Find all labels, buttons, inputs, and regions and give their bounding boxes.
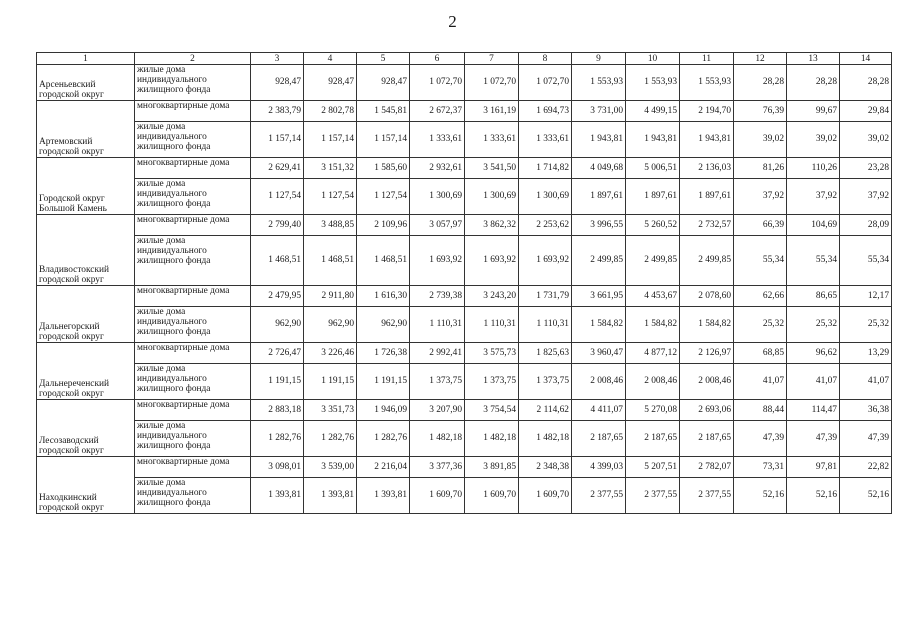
value-cell: 3 661,95 <box>572 286 626 307</box>
value-cell: 114,47 <box>787 400 840 421</box>
value-cell: 1 609,70 <box>465 478 519 514</box>
value-cell: 1 553,93 <box>572 65 626 101</box>
district-name: Владивостокский городской округ <box>37 215 135 286</box>
value-cell: 1 553,93 <box>626 65 680 101</box>
district-name: Дальнереченский городской округ <box>37 343 135 400</box>
value-cell: 81,26 <box>734 158 787 179</box>
housing-type: многоквартирные дома <box>135 158 251 179</box>
value-cell: 1 110,31 <box>465 307 519 343</box>
value-cell: 928,47 <box>304 65 357 101</box>
value-cell: 3 377,36 <box>410 457 465 478</box>
housing-type: многоквартирные дома <box>135 215 251 236</box>
housing-type: многоквартирные дома <box>135 400 251 421</box>
value-cell: 1 300,69 <box>519 179 572 215</box>
table-row <box>37 457 892 478</box>
value-cell: 52,16 <box>734 478 787 514</box>
column-header: 7 <box>465 53 519 65</box>
value-cell: 2 348,38 <box>519 457 572 478</box>
value-cell: 2 883,18 <box>251 400 304 421</box>
value-cell: 2 187,65 <box>572 421 626 457</box>
value-cell: 2 499,85 <box>680 236 734 286</box>
value-cell: 73,31 <box>734 457 787 478</box>
column-header: 5 <box>357 53 410 65</box>
value-cell: 3 207,90 <box>410 400 465 421</box>
value-cell: 110,26 <box>787 158 840 179</box>
value-cell: 1 072,70 <box>519 65 572 101</box>
value-cell: 2 377,55 <box>572 478 626 514</box>
value-cell: 1 897,61 <box>680 179 734 215</box>
value-cell: 37,92 <box>734 179 787 215</box>
value-cell: 1 897,61 <box>572 179 626 215</box>
value-cell: 1 373,75 <box>465 364 519 400</box>
value-cell: 1 693,92 <box>519 236 572 286</box>
value-cell: 5 207,51 <box>626 457 680 478</box>
value-cell: 4 499,15 <box>626 101 680 122</box>
value-cell: 2 109,96 <box>357 215 410 236</box>
table-header <box>37 53 892 65</box>
value-cell: 1 943,81 <box>572 122 626 158</box>
value-cell: 2 136,03 <box>680 158 734 179</box>
housing-type: жилые дома индивидуального жилищного фонда <box>135 179 251 215</box>
value-cell: 5 270,08 <box>626 400 680 421</box>
value-cell: 1 943,81 <box>680 122 734 158</box>
value-cell: 2 187,65 <box>626 421 680 457</box>
value-cell: 1 714,82 <box>519 158 572 179</box>
value-cell: 41,07 <box>787 364 840 400</box>
housing-type: жилые дома индивидуального жилищного фонда <box>135 364 251 400</box>
value-cell: 2 992,41 <box>410 343 465 364</box>
value-cell: 1 731,79 <box>519 286 572 307</box>
value-cell: 4 411,07 <box>572 400 626 421</box>
value-cell: 1 946,09 <box>357 400 410 421</box>
value-cell: 62,66 <box>734 286 787 307</box>
value-cell: 4 877,12 <box>626 343 680 364</box>
value-cell: 1 373,75 <box>519 364 572 400</box>
value-cell: 1 584,82 <box>626 307 680 343</box>
value-cell: 66,39 <box>734 215 787 236</box>
value-cell: 97,81 <box>787 457 840 478</box>
value-cell: 1 694,73 <box>519 101 572 122</box>
district-name: Артемовский городской округ <box>37 101 135 158</box>
value-cell: 1 897,61 <box>626 179 680 215</box>
value-cell: 1 282,76 <box>357 421 410 457</box>
value-cell: 1 482,18 <box>519 421 572 457</box>
value-cell: 55,34 <box>734 236 787 286</box>
value-cell: 39,02 <box>787 122 840 158</box>
value-cell: 1 157,14 <box>357 122 410 158</box>
column-header: 4 <box>304 53 357 65</box>
housing-type: многоквартирные дома <box>135 457 251 478</box>
value-cell: 1 072,70 <box>410 65 465 101</box>
housing-type: жилые дома индивидуального жилищного фонда <box>135 478 251 514</box>
value-cell: 36,38 <box>840 400 892 421</box>
value-cell: 55,34 <box>840 236 892 286</box>
value-cell: 5 260,52 <box>626 215 680 236</box>
column-header: 10 <box>626 53 680 65</box>
value-cell: 52,16 <box>840 478 892 514</box>
table-row <box>37 400 892 421</box>
value-cell: 1 584,82 <box>572 307 626 343</box>
value-cell: 41,07 <box>734 364 787 400</box>
value-cell: 1 468,51 <box>304 236 357 286</box>
value-cell: 1 468,51 <box>251 236 304 286</box>
value-cell: 1 393,81 <box>251 478 304 514</box>
table-row <box>37 122 892 158</box>
value-cell: 88,44 <box>734 400 787 421</box>
value-cell: 1 545,81 <box>357 101 410 122</box>
value-cell: 2 799,40 <box>251 215 304 236</box>
value-cell: 3 488,85 <box>304 215 357 236</box>
value-cell: 2 739,38 <box>410 286 465 307</box>
value-cell: 2 383,79 <box>251 101 304 122</box>
value-cell: 37,92 <box>787 179 840 215</box>
column-header: 11 <box>680 53 734 65</box>
table-row <box>37 65 892 101</box>
value-cell: 1 282,76 <box>251 421 304 457</box>
value-cell: 2 187,65 <box>680 421 734 457</box>
value-cell: 3 754,54 <box>465 400 519 421</box>
column-header: 1 <box>37 53 135 65</box>
value-cell: 1 943,81 <box>626 122 680 158</box>
value-cell: 2 782,07 <box>680 457 734 478</box>
district-name: Дальнегорский городской округ <box>37 286 135 343</box>
value-cell: 23,28 <box>840 158 892 179</box>
value-cell: 12,17 <box>840 286 892 307</box>
housing-type: многоквартирные дома <box>135 343 251 364</box>
value-cell: 28,09 <box>840 215 892 236</box>
value-cell: 99,67 <box>787 101 840 122</box>
housing-type: жилые дома индивидуального жилищного фонда <box>135 421 251 457</box>
value-cell: 1 333,61 <box>519 122 572 158</box>
value-cell: 25,32 <box>840 307 892 343</box>
value-cell: 1 616,30 <box>357 286 410 307</box>
value-cell: 962,90 <box>251 307 304 343</box>
value-cell: 1 585,60 <box>357 158 410 179</box>
district-name: Городской округ Большой Камень <box>37 158 135 215</box>
value-cell: 29,84 <box>840 101 892 122</box>
table-row <box>37 215 892 236</box>
value-cell: 2 377,55 <box>680 478 734 514</box>
value-cell: 2 008,46 <box>626 364 680 400</box>
value-cell: 1 282,76 <box>304 421 357 457</box>
value-cell: 3 098,01 <box>251 457 304 478</box>
value-cell: 1 393,81 <box>304 478 357 514</box>
value-cell: 39,02 <box>840 122 892 158</box>
value-cell: 2 732,57 <box>680 215 734 236</box>
value-cell: 3 731,00 <box>572 101 626 122</box>
value-cell: 1 110,31 <box>410 307 465 343</box>
housing-type: жилые дома индивидуального жилищного фонда <box>135 122 251 158</box>
value-cell: 28,28 <box>734 65 787 101</box>
value-cell: 47,39 <box>734 421 787 457</box>
value-cell: 1 693,92 <box>465 236 519 286</box>
value-cell: 928,47 <box>251 65 304 101</box>
value-cell: 25,32 <box>734 307 787 343</box>
value-cell: 1 072,70 <box>465 65 519 101</box>
value-cell: 1 127,54 <box>251 179 304 215</box>
column-header: 6 <box>410 53 465 65</box>
value-cell: 2 216,04 <box>357 457 410 478</box>
value-cell: 1 609,70 <box>410 478 465 514</box>
value-cell: 928,47 <box>357 65 410 101</box>
table-row <box>37 101 892 122</box>
column-header: 12 <box>734 53 787 65</box>
value-cell: 2 672,37 <box>410 101 465 122</box>
value-cell: 39,02 <box>734 122 787 158</box>
value-cell: 1 300,69 <box>410 179 465 215</box>
value-cell: 1 333,61 <box>465 122 519 158</box>
value-cell: 96,62 <box>787 343 840 364</box>
tariff-table <box>36 52 892 514</box>
value-cell: 47,39 <box>840 421 892 457</box>
value-cell: 1 482,18 <box>410 421 465 457</box>
value-cell: 3 057,97 <box>410 215 465 236</box>
value-cell: 52,16 <box>787 478 840 514</box>
value-cell: 1 468,51 <box>357 236 410 286</box>
value-cell: 1 393,81 <box>357 478 410 514</box>
table-row <box>37 158 892 179</box>
value-cell: 1 157,14 <box>304 122 357 158</box>
value-cell: 2 499,85 <box>572 236 626 286</box>
column-header: 2 <box>135 53 251 65</box>
value-cell: 3 862,32 <box>465 215 519 236</box>
district-name: Лесозаводский городской округ <box>37 400 135 457</box>
value-cell: 37,92 <box>840 179 892 215</box>
value-cell: 1 333,61 <box>410 122 465 158</box>
value-cell: 1 825,63 <box>519 343 572 364</box>
housing-type: многоквартирные дома <box>135 101 251 122</box>
value-cell: 962,90 <box>357 307 410 343</box>
value-cell: 2 911,80 <box>304 286 357 307</box>
value-cell: 1 127,54 <box>304 179 357 215</box>
value-cell: 1 127,54 <box>357 179 410 215</box>
value-cell: 2 194,70 <box>680 101 734 122</box>
value-cell: 3 539,00 <box>304 457 357 478</box>
value-cell: 2 932,61 <box>410 158 465 179</box>
column-header: 8 <box>519 53 572 65</box>
table-row <box>37 286 892 307</box>
value-cell: 4 453,67 <box>626 286 680 307</box>
housing-type: жилые дома индивидуального жилищного фонда <box>135 236 251 286</box>
value-cell: 55,34 <box>787 236 840 286</box>
housing-type: жилые дома индивидуального жилищного фонда <box>135 307 251 343</box>
value-cell: 1 693,92 <box>410 236 465 286</box>
column-header: 3 <box>251 53 304 65</box>
district-name: Находкинский городской округ <box>37 457 135 514</box>
value-cell: 1 373,75 <box>410 364 465 400</box>
value-cell: 2 078,60 <box>680 286 734 307</box>
value-cell: 3 996,55 <box>572 215 626 236</box>
value-cell: 76,39 <box>734 101 787 122</box>
page-number: 2 <box>448 12 457 31</box>
table-row <box>37 307 892 343</box>
value-cell: 2 479,95 <box>251 286 304 307</box>
value-cell: 3 960,47 <box>572 343 626 364</box>
value-cell: 1 191,15 <box>251 364 304 400</box>
value-cell: 1 609,70 <box>519 478 572 514</box>
value-cell: 3 541,50 <box>465 158 519 179</box>
value-cell: 5 006,51 <box>626 158 680 179</box>
value-cell: 3 351,73 <box>304 400 357 421</box>
value-cell: 2 693,06 <box>680 400 734 421</box>
table-row <box>37 478 892 514</box>
value-cell: 28,28 <box>840 65 892 101</box>
value-cell: 1 157,14 <box>251 122 304 158</box>
value-cell: 2 008,46 <box>680 364 734 400</box>
column-header: 14 <box>840 53 892 65</box>
value-cell: 25,32 <box>787 307 840 343</box>
housing-type: жилые дома индивидуального жилищного фонда <box>135 65 251 101</box>
value-cell: 13,29 <box>840 343 892 364</box>
value-cell: 2 114,62 <box>519 400 572 421</box>
table-row <box>37 179 892 215</box>
value-cell: 3 891,85 <box>465 457 519 478</box>
value-cell: 1 553,93 <box>680 65 734 101</box>
table-row <box>37 364 892 400</box>
value-cell: 1 300,69 <box>465 179 519 215</box>
value-cell: 3 575,73 <box>465 343 519 364</box>
value-cell: 47,39 <box>787 421 840 457</box>
value-cell: 2 377,55 <box>626 478 680 514</box>
district-name: Арсеньевский городской округ <box>37 65 135 101</box>
value-cell: 68,85 <box>734 343 787 364</box>
column-header: 13 <box>787 53 840 65</box>
value-cell: 22,82 <box>840 457 892 478</box>
value-cell: 4 399,03 <box>572 457 626 478</box>
value-cell: 2 726,47 <box>251 343 304 364</box>
value-cell: 3 226,46 <box>304 343 357 364</box>
value-cell: 4 049,68 <box>572 158 626 179</box>
housing-type: многоквартирные дома <box>135 286 251 307</box>
value-cell: 1 584,82 <box>680 307 734 343</box>
value-cell: 28,28 <box>787 65 840 101</box>
value-cell: 1 191,15 <box>304 364 357 400</box>
value-cell: 1 726,38 <box>357 343 410 364</box>
value-cell: 86,65 <box>787 286 840 307</box>
table-row <box>37 343 892 364</box>
value-cell: 41,07 <box>840 364 892 400</box>
value-cell: 2 008,46 <box>572 364 626 400</box>
value-cell: 2 629,41 <box>251 158 304 179</box>
value-cell: 2 253,62 <box>519 215 572 236</box>
value-cell: 3 161,19 <box>465 101 519 122</box>
header-row <box>37 53 892 65</box>
table-row <box>37 236 892 286</box>
table-row <box>37 421 892 457</box>
value-cell: 2 126,97 <box>680 343 734 364</box>
column-header: 9 <box>572 53 626 65</box>
value-cell: 1 110,31 <box>519 307 572 343</box>
value-cell: 1 482,18 <box>465 421 519 457</box>
value-cell: 1 191,15 <box>357 364 410 400</box>
value-cell: 104,69 <box>787 215 840 236</box>
value-cell: 962,90 <box>304 307 357 343</box>
value-cell: 3 243,20 <box>465 286 519 307</box>
value-cell: 2 499,85 <box>626 236 680 286</box>
table-body <box>37 65 892 514</box>
value-cell: 2 802,78 <box>304 101 357 122</box>
value-cell: 3 151,32 <box>304 158 357 179</box>
